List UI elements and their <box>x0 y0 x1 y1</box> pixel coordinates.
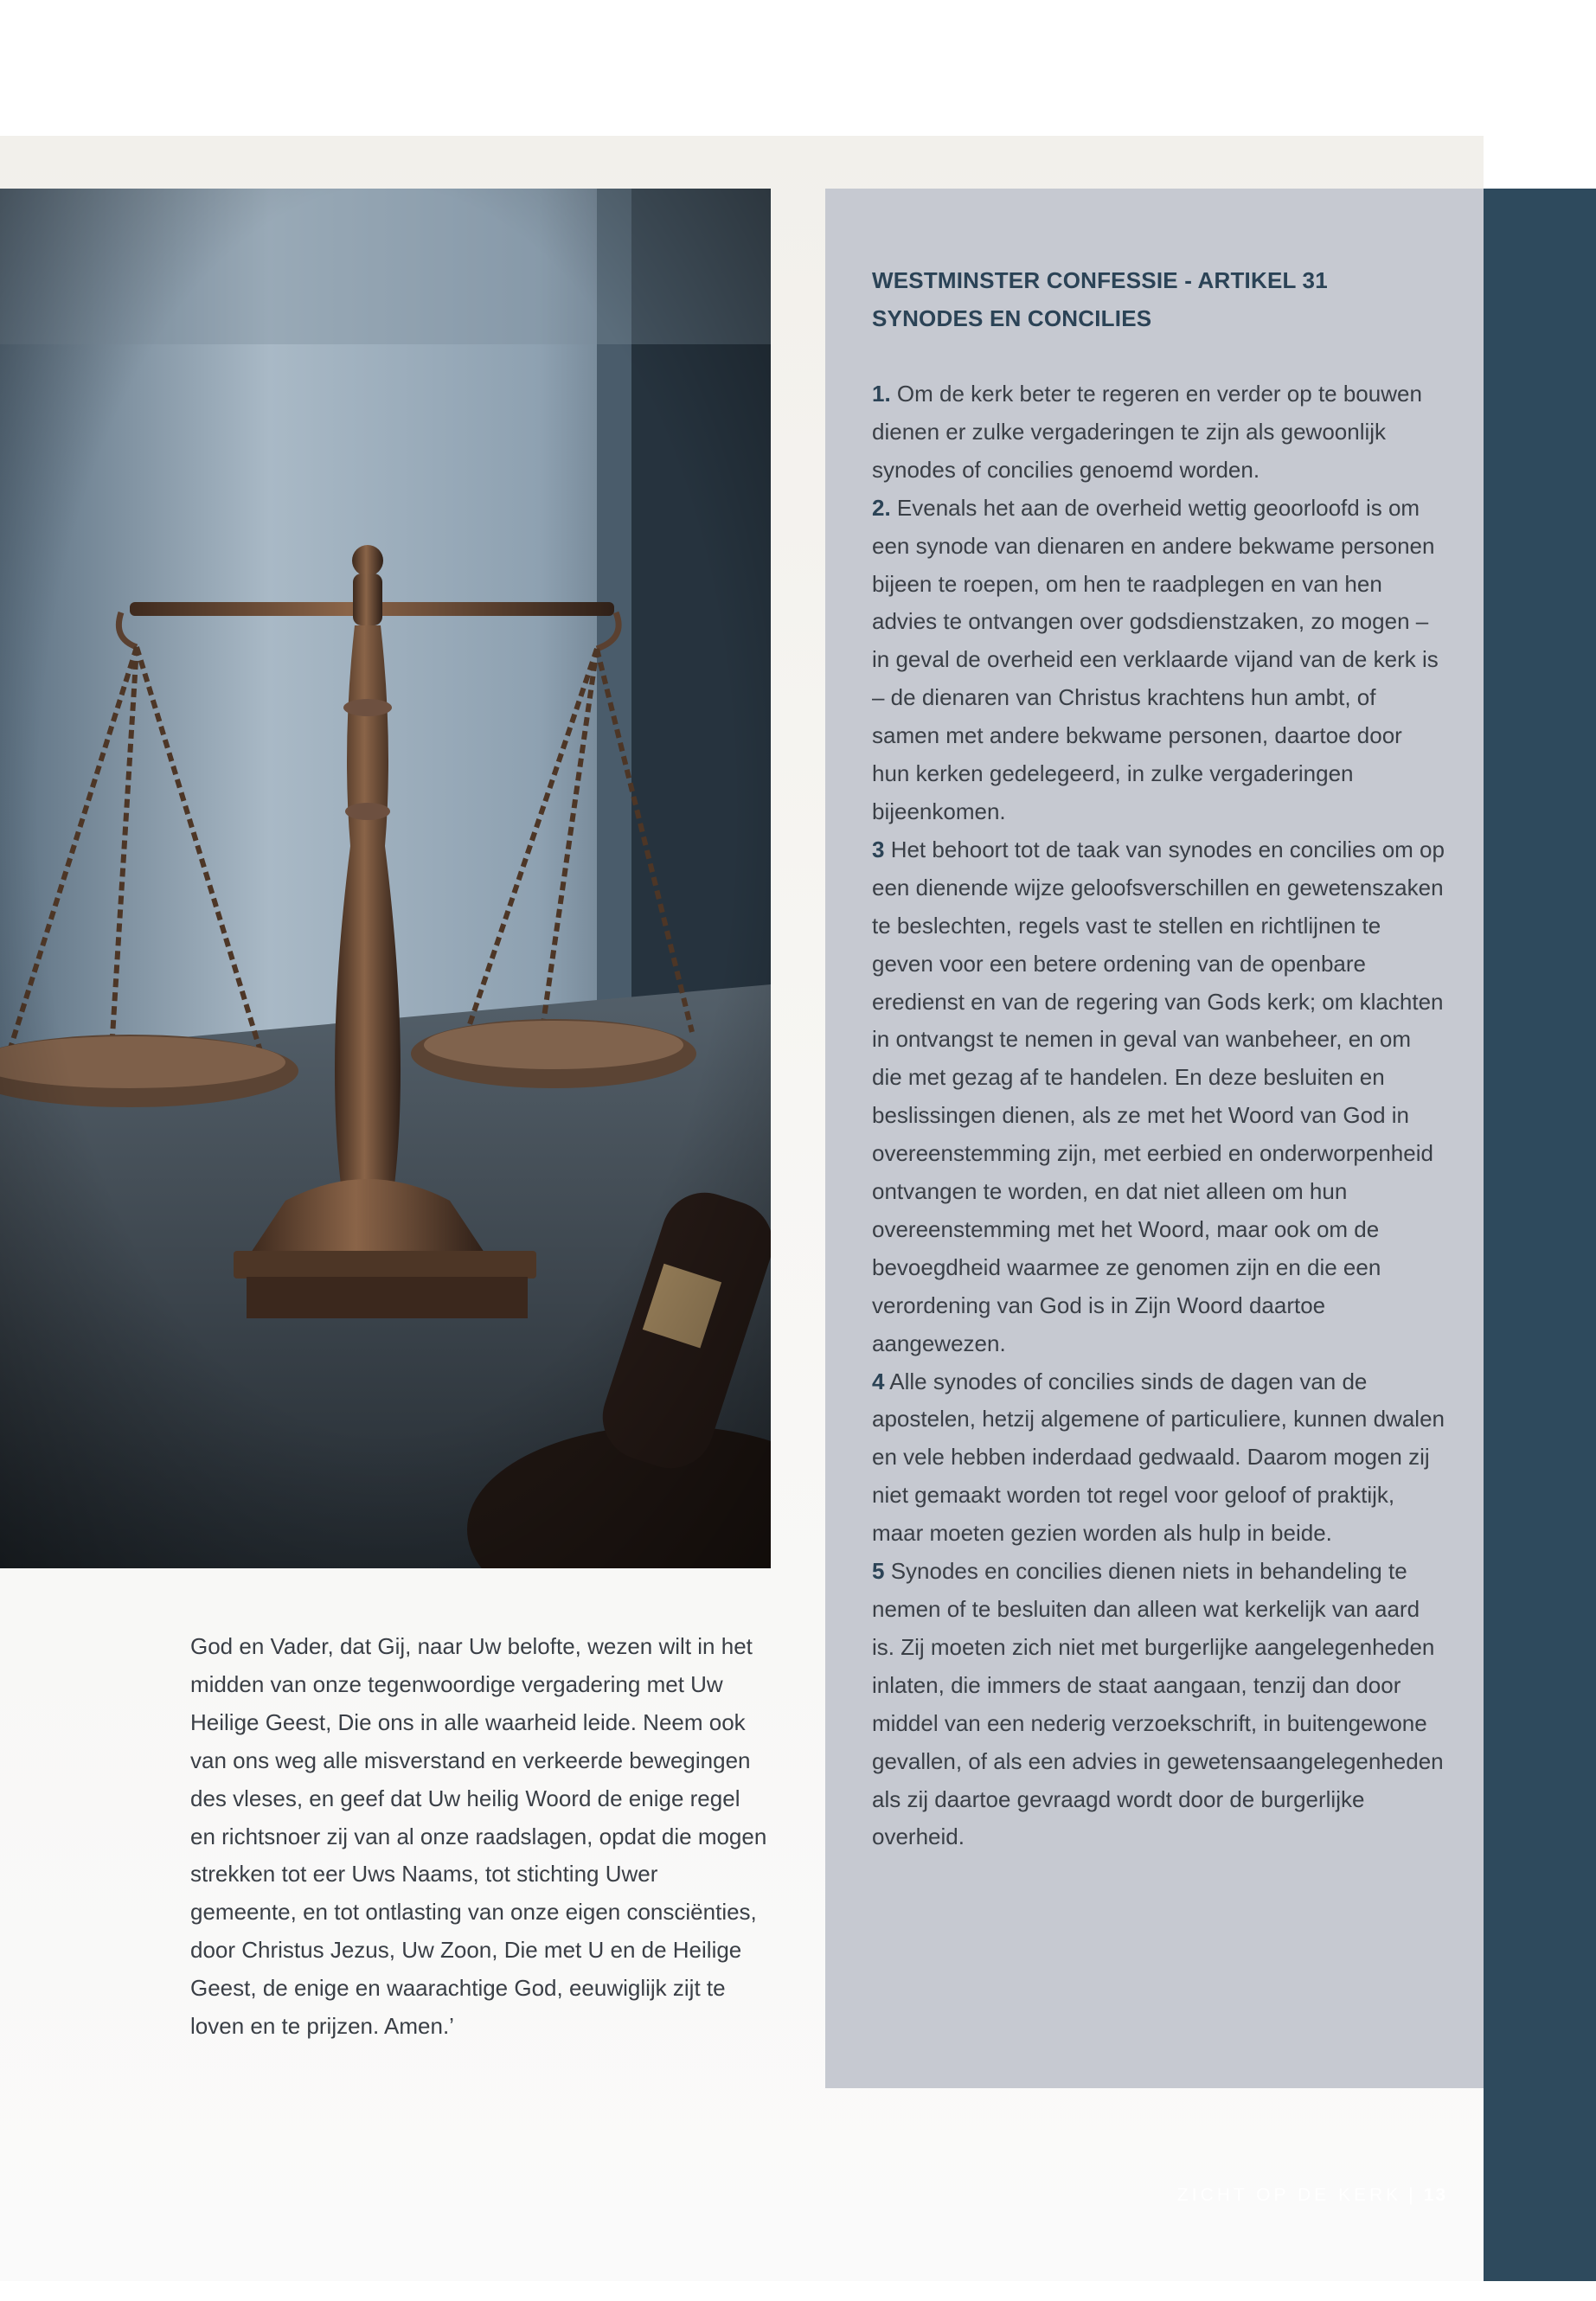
scales-of-justice-photo <box>0 189 771 1568</box>
page-number: 13 <box>1423 2185 1447 2205</box>
confession-title-line-2: SYNODES EN CONCILIES <box>872 305 1152 331</box>
article-text: Alle synodes of concilies sinds de dagen van de apostelen, hetzij algemene of particuliere, kunnen dwalen en vele hebben inderdaad gedwaald. Daarom mogen zij niet gemaakt worden tot regel voor geloof of praktijk, maar moeten gezien worden als hulp in beide. <box>872 1368 1445 1547</box>
confession-title-line-1: WESTMINSTER CONFESSIE - ARTIKEL 31 <box>872 267 1328 293</box>
article-text: Synodes en concilies dienen niets in behandeling te nemen of te besluiten dan alleen wat kerkelijk van aard is. Zij moeten zich niet met burgerlijke aangelegenheden inlaten, die immers de staat aangaan, tenzij dan door middel van een nederig verzoekschrift, in buitengewone gevallen, of als een advies in gewetensaangelegenheden als zij daartoe gevraagd wordt door de burgerlijke overheid. <box>872 1558 1444 1850</box>
article-number: 3 <box>872 836 885 862</box>
magazine-name: ZICHT OP DE KERK <box>1176 2185 1402 2205</box>
article-paragraph <box>872 1363 1445 1554</box>
side-color-bar <box>1484 189 1596 2281</box>
article-text: Om de kerk beter te regeren en verder op te bouwen dienen er zulke vergaderingen te zijn als gewoonlijk synodes of concilies genoemd worden. <box>872 381 1422 483</box>
article-number: 5 <box>872 1558 885 1585</box>
article-paragraph <box>872 375 1445 490</box>
prayer-text: God en Vader, dat Gij, naar Uw belofte, wezen wilt in het midden van onze tegenwoordige vergadering met Uw Heilige Geest, Die ons in alle waarheid leide. Neem ook van ons weg alle misverstand en verkeerde bewegingen des vleses, en geef dat Uw heilig Woord de enige regel en richtsnoer zij van al onze raadslagen, opdat die mogen strekken tot eer Uws Naams, tot stichting Uwer gemeente, en tot ontlasting van onze eigen consciënties, door Christus Jezus, Uw Zoon, Die met U en de Heilige Geest, de enige en waarachtige God, eeuwiglijk zijt te loven en te prijzen. Amen.’ <box>190 1633 767 2040</box>
confession-title <box>872 261 1443 337</box>
article-number: 1. <box>872 381 891 407</box>
article-text: Het behoort tot de taak van synodes en concilies om op een dienende wijze geloofsverschillen en gewetenszaken te beslechten, regels vast te stellen en richtlijnen te geven voor een betere ordening van de openbare eredienst en van de regering van Gods kerk; om klachten in ontvangst te nemen in geval van wanbeheer, en om die met gezag af te handelen. En deze besluiten en beslissingen dienen, als ze met het Woord van God in overeenstemming zijn, met eerbied en onderworpenheid ontvangen te worden, en dat niet alleen om hun overeenstemming met het Woord, maar ook om de bevoegdheid waarmee ze genomen zijn en die een verordening van God is in Zijn Woord daartoe aangewezen. <box>872 836 1445 1356</box>
article-paragraph <box>872 1553 1445 1856</box>
page-footer <box>1177 2185 1447 2206</box>
confession-articles <box>872 375 1445 1856</box>
article-paragraph <box>872 831 1445 1363</box>
article-paragraph <box>872 490 1445 831</box>
article-number: 2. <box>872 494 891 521</box>
article-text: Evenals het aan de overheid wettig geoorloofd is om een synode van dienaren en andere bekwame personen bijeen te roepen, om hen te raadplegen en van hen advies te ontvangen over godsdienstzaken, zo mogen – in geval de overheid een verklaarde vijand van de kerk is – de dienaren van Christus krachtens hun ambt, of samen met andere bekwame personen, daartoe door hun kerken gedelegeerd, in zulke vergaderingen bijeenkomen. <box>872 494 1439 824</box>
footer-separator: | <box>1408 2185 1417 2205</box>
article-number: 4 <box>872 1368 885 1394</box>
